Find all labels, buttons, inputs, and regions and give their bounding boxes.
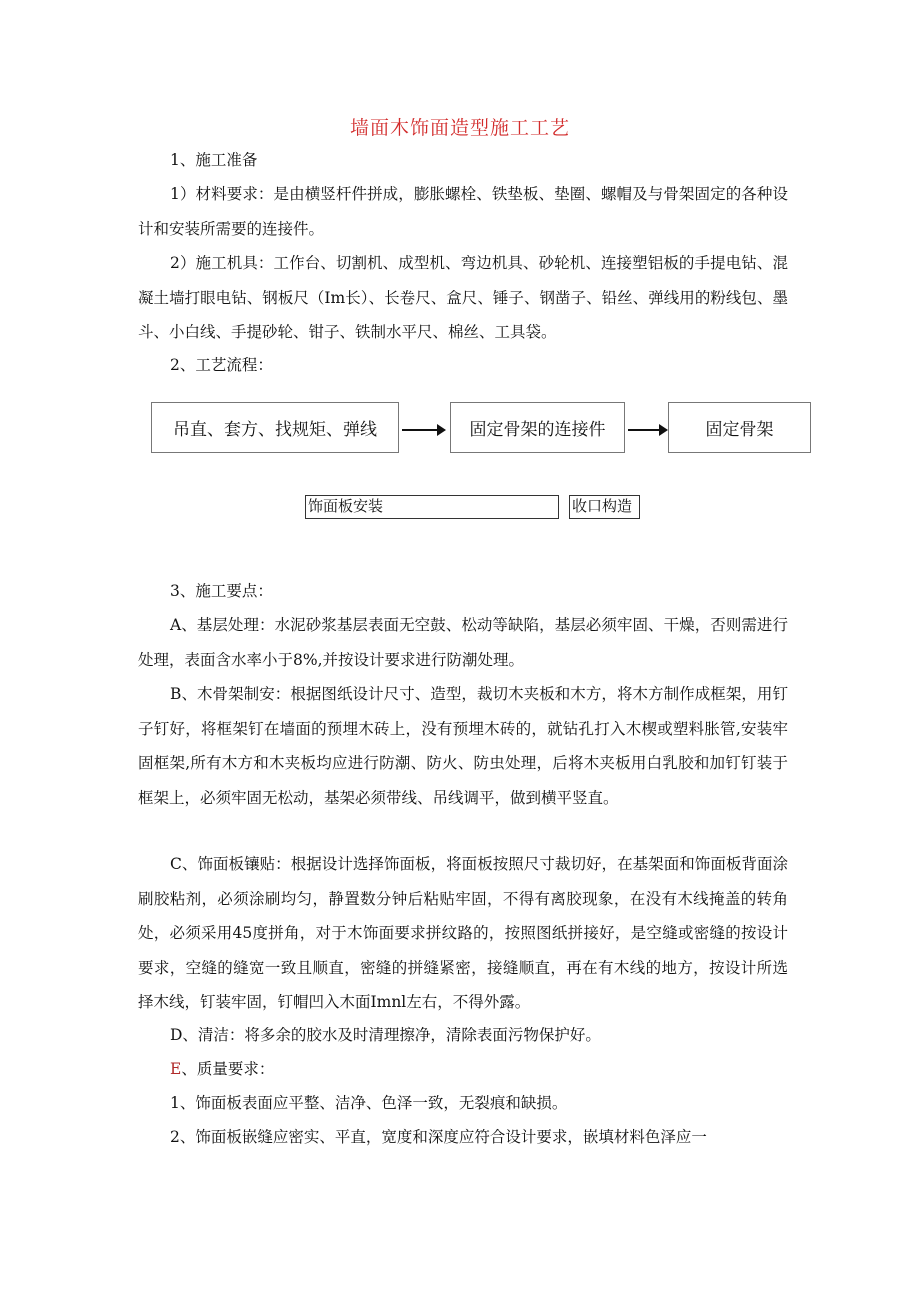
base-treatment: A、基层处理：水泥砂浆基层表面无空鼓、松动等缺陷，基层必须牢固、干燥，否则需进行处理，表面含水率小于8%,并按设计要求进行防潮处理。 — [138, 616, 788, 669]
section-2-heading: 2、工艺流程： — [170, 356, 273, 374]
flow-arrow-2 — [628, 429, 666, 431]
construction-tools: 2）施工机具：工作台、切割机、成型机、弯边机具、砂轮机、连接塑铝板的手提电钻、混凝土墙打眼电钻、钢板尺（Im长）、长卷尺、盒尺、锤子、钢凿子、铅丝、弹线用的粉线包、墨斗、小白线、手提砂轮、钳子、铁制水平尺、棉丝、工具袋。 — [138, 254, 788, 341]
flow-arrow-1 — [402, 429, 444, 431]
section-1-heading: 1、施工准备 — [170, 151, 258, 169]
flow-step-fix-frame: 固定骨架 — [668, 402, 811, 453]
flow-step-frame-connectors: 固定骨架的连接件 — [450, 402, 625, 453]
quality-item-2: 2、饰面板嵌缝应密实、平直，宽度和深度应符合设计要求，嵌填材料色泽应一 — [170, 1128, 707, 1146]
quality-requirements-heading — [138, 1052, 788, 1087]
page-title: 墙面木饰面造型施工工艺 — [349, 117, 570, 139]
cleaning: D、清洁：将多余的胶水及时清理擦净，清除表面污物保护好。 — [170, 1026, 601, 1044]
material-requirements: 1）材料要求：是由横竖杆件拼成，膨胀螺栓、铁垫板、垫圈、螺帽及与骨架固定的各种设计和安装所需要的连接件。 — [138, 185, 788, 238]
section-3-heading: 3、施工要点： — [170, 582, 273, 600]
wood-frame-installation: B、木骨架制安：根据图纸设计尺寸、造型，裁切木夹板和木方，将木方制作成框架，用钉子钉好，将框架钉在墙面的预埋木砖上，没有预埋木砖的，就钻孔打入木楔或塑料胀管,安装牢固框架,所有木方和木夹板均应进行防潮、防火、防虫处理，后将木夹板用白乳胶和加钉钉装于框架上，必须牢固无松动，基架必须带线、吊线调平，做到横平竖直。 — [138, 685, 788, 807]
flow-step-edge-finishing: 收口构造 — [569, 495, 640, 519]
e-heading-text: 、质量要求： — [181, 1060, 275, 1078]
veneer-panel-mounting: C、饰面板镶贴：根据设计选择饰面板，将面板按照尺寸裁切好，在基架面和饰面板背面涂刷胶粘剂，必须涂刷均匀，静置数分钟后粘贴牢固，不得有离胶现象，在没有木线掩盖的转角处，必须采用45度拼角，对于木饰面要求拼纹路的，按照图纸拼接好，是空缝或密缝的按设计要求，空缝的缝宽一致且顺直，密缝的拼缝紧密，接缝顺直，再在有木线的地方，按设计所选择木线，钉装牢固，钉帽凹入木面Imnl左右，不得外露。 — [138, 855, 788, 1011]
flow-step-panel-install: 饰面板安装 — [305, 495, 559, 519]
e-letter: E — [170, 1060, 182, 1078]
quality-item-1: 1、饰面板表面应平整、洁净、色泽一致，无裂痕和缺损。 — [170, 1094, 568, 1112]
flow-step-plumb-square-line: 吊直、套方、找规矩、弹线 — [151, 402, 399, 453]
